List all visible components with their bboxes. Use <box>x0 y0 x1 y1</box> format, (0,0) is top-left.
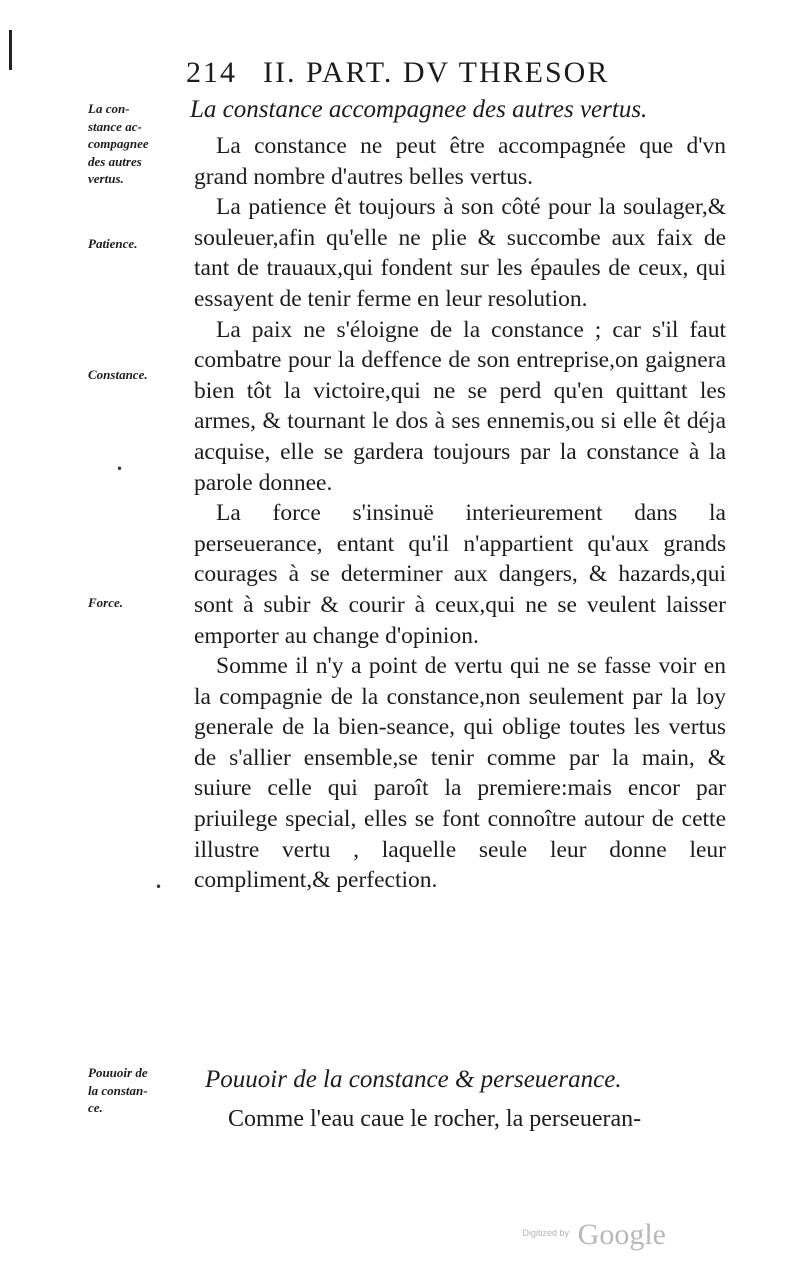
paragraph-4-force: La force s'insinuë interieurement dans la perseuerance, entant qu'il n'appartient qu'aux grands courages à se determiner aux dangers, & hazards,qui sont à subir & courir à ceux,qui ne se veulent laisser emporter au change d'opinion. <box>194 500 726 649</box>
last-line: Comme l'eau caue le rocher, la perseueran- <box>228 1106 642 1132</box>
paragraph-1: La constance ne peut être accompagnée que d'vn grand nombre d'autres belles vertus. <box>194 133 726 190</box>
margin-note-patience: Patience. <box>88 236 138 251</box>
paragraph-3-paix: La paix ne s'éloigne de la constance ; car s'il faut combatre pour la deffence de son entreprise,on gaignera bien tôt la victoire,qui ne se perd qu'en quittant les armes, & tournant le dos à ses ennemis,ou si elle êt déja acquise, elle se gardera toujours par la constance à la parole donnee. <box>194 316 726 496</box>
paragraph-5-somme: Somme il n'y a point de vertu qui ne se fasse voir en la compagnie de la constance,non seulement par la loy generale de la bien-seance, qui oblige toutes les vertus de s'allier ensemble,se tenir comme par la main, & suiure celle qui paroît la premiere:mais encor par priuilege special, elles se font connoître autour de cette illustre vertu , laquelle seule leur donne leur compliment,& perfection. <box>194 653 726 894</box>
section-title-1: La constance accompagnee des autres vertus. <box>190 96 648 123</box>
digitized-label: Digitized by <box>522 1228 569 1238</box>
running-header <box>186 56 656 90</box>
margin-note-constance: Constance. <box>88 367 148 382</box>
stray-mark: • <box>116 462 124 476</box>
scan-edge-mark <box>9 30 12 70</box>
google-watermark: Google <box>577 1218 666 1251</box>
page-number: 214 <box>186 56 237 89</box>
running-title: II. PART. DV THRESOR <box>263 56 610 89</box>
paragraph-2-patience: La patience êt toujours à son côté pour la soulager,& souleuer,afin qu'elle ne plie & succombe aux faix de tant de trauaux,qui fondent sur les épaules de ceux, qui essayent de tenir ferme en leur resolution. <box>194 194 726 312</box>
stray-mark: • <box>155 880 163 894</box>
margin-note-constance-accompagnee: La con- stance ac- compagnee des autres vertus. <box>88 101 149 186</box>
section-title-2: Pouuoir de la constance & perseuerance. <box>205 1066 622 1093</box>
body-text <box>194 131 726 896</box>
margin-note-force: Force. <box>88 595 124 610</box>
margin-note-pouuoir: Pouuoir de la constan- ce. <box>88 1065 148 1115</box>
